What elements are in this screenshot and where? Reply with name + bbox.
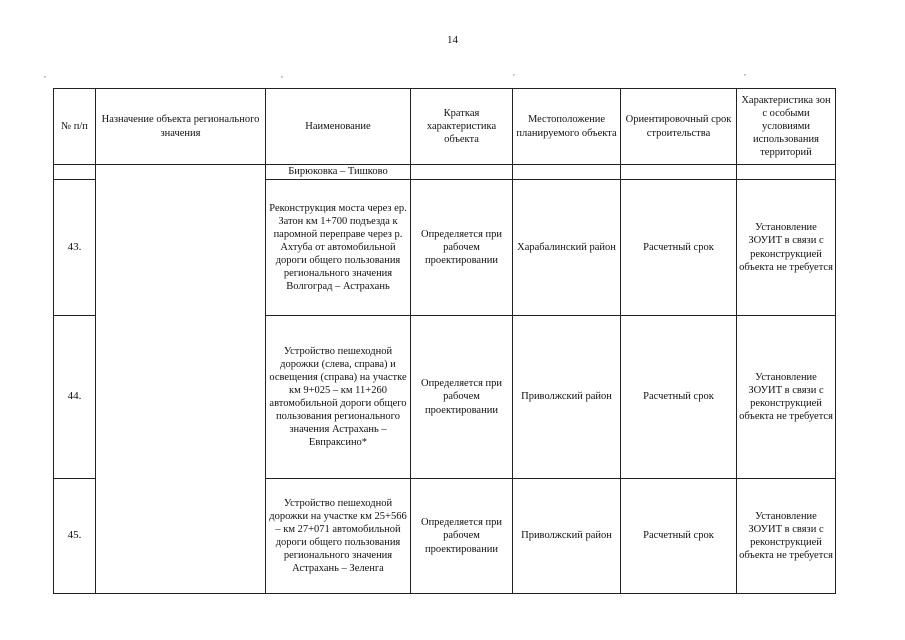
header-purpose: Назначение объекта регионального значения bbox=[96, 89, 266, 165]
cell-number: 43. bbox=[54, 180, 96, 316]
cell-zones: Установление ЗОУИТ в связи с реконструкцией объекта не требуется bbox=[737, 479, 836, 594]
cell-name: Реконструкция моста через ер. Затон км 1+700 подъезда к паромной переправе через р. Ахтуба от автомобильной дороги общего пользования регионального значения Волгоград – Астрахань bbox=[266, 180, 411, 316]
cell-term: Расчетный срок bbox=[621, 316, 737, 479]
cell-location: Приволжский район bbox=[513, 479, 621, 594]
header-number: № п/п bbox=[54, 89, 96, 165]
table-row-continuation bbox=[54, 165, 836, 180]
cell-zones bbox=[737, 165, 836, 180]
cell-term: Расчетный срок bbox=[621, 180, 737, 316]
cell-characteristic: Определяется при рабочем проектировании bbox=[411, 316, 513, 479]
header-term: Ориентировочный срок строительства bbox=[621, 89, 737, 165]
page-number: 14 bbox=[447, 34, 458, 46]
header-zones: Характеристика зон с особыми условиями использования территорий bbox=[737, 89, 836, 165]
cell-location: Харабалинский район bbox=[513, 180, 621, 316]
header-characteristic: Краткая характеристика объекта bbox=[411, 89, 513, 165]
scan-speck: , bbox=[513, 68, 515, 77]
cell-number: 45. bbox=[54, 479, 96, 594]
cell-characteristic: Определяется при рабочем проектировании bbox=[411, 180, 513, 316]
header-name: Наименование bbox=[266, 89, 411, 165]
cell-characteristic bbox=[411, 165, 513, 180]
cell-characteristic: Определяется при рабочем проектировании bbox=[411, 479, 513, 594]
table-header-row bbox=[54, 89, 836, 165]
cell-name: Устройство пешеходной дорожки на участке км 25+566 – км 27+071 автомобильной дороги общего пользования регионального значения Астрахань – Зеленга bbox=[266, 479, 411, 594]
cell-location: Приволжский район bbox=[513, 316, 621, 479]
objects-table bbox=[53, 88, 836, 594]
cell-term: Расчетный срок bbox=[621, 479, 737, 594]
cell-number bbox=[54, 165, 96, 180]
cell-location bbox=[513, 165, 621, 180]
cell-zones: Установление ЗОУИТ в связи с реконструкцией объекта не требуется bbox=[737, 180, 836, 316]
scan-speck: , bbox=[281, 70, 283, 79]
cell-purpose-merged bbox=[96, 165, 266, 594]
cell-number: 44. bbox=[54, 316, 96, 479]
scan-speck: , bbox=[744, 68, 746, 77]
header-location: Местоположение планируемого объекта bbox=[513, 89, 621, 165]
cell-name: Бирюковка – Тишково bbox=[266, 165, 411, 180]
cell-name: Устройство пешеходной дорожки (слева, справа) и освещения (справа) на участке км 9+025 – км 11+260 автомобильной дороги общего пользования регионального значения Астрахань – Евпраксино* bbox=[266, 316, 411, 479]
scan-speck: , bbox=[44, 70, 46, 79]
cell-term bbox=[621, 165, 737, 180]
cell-zones: Установление ЗОУИТ в связи с реконструкцией объекта не требуется bbox=[737, 316, 836, 479]
